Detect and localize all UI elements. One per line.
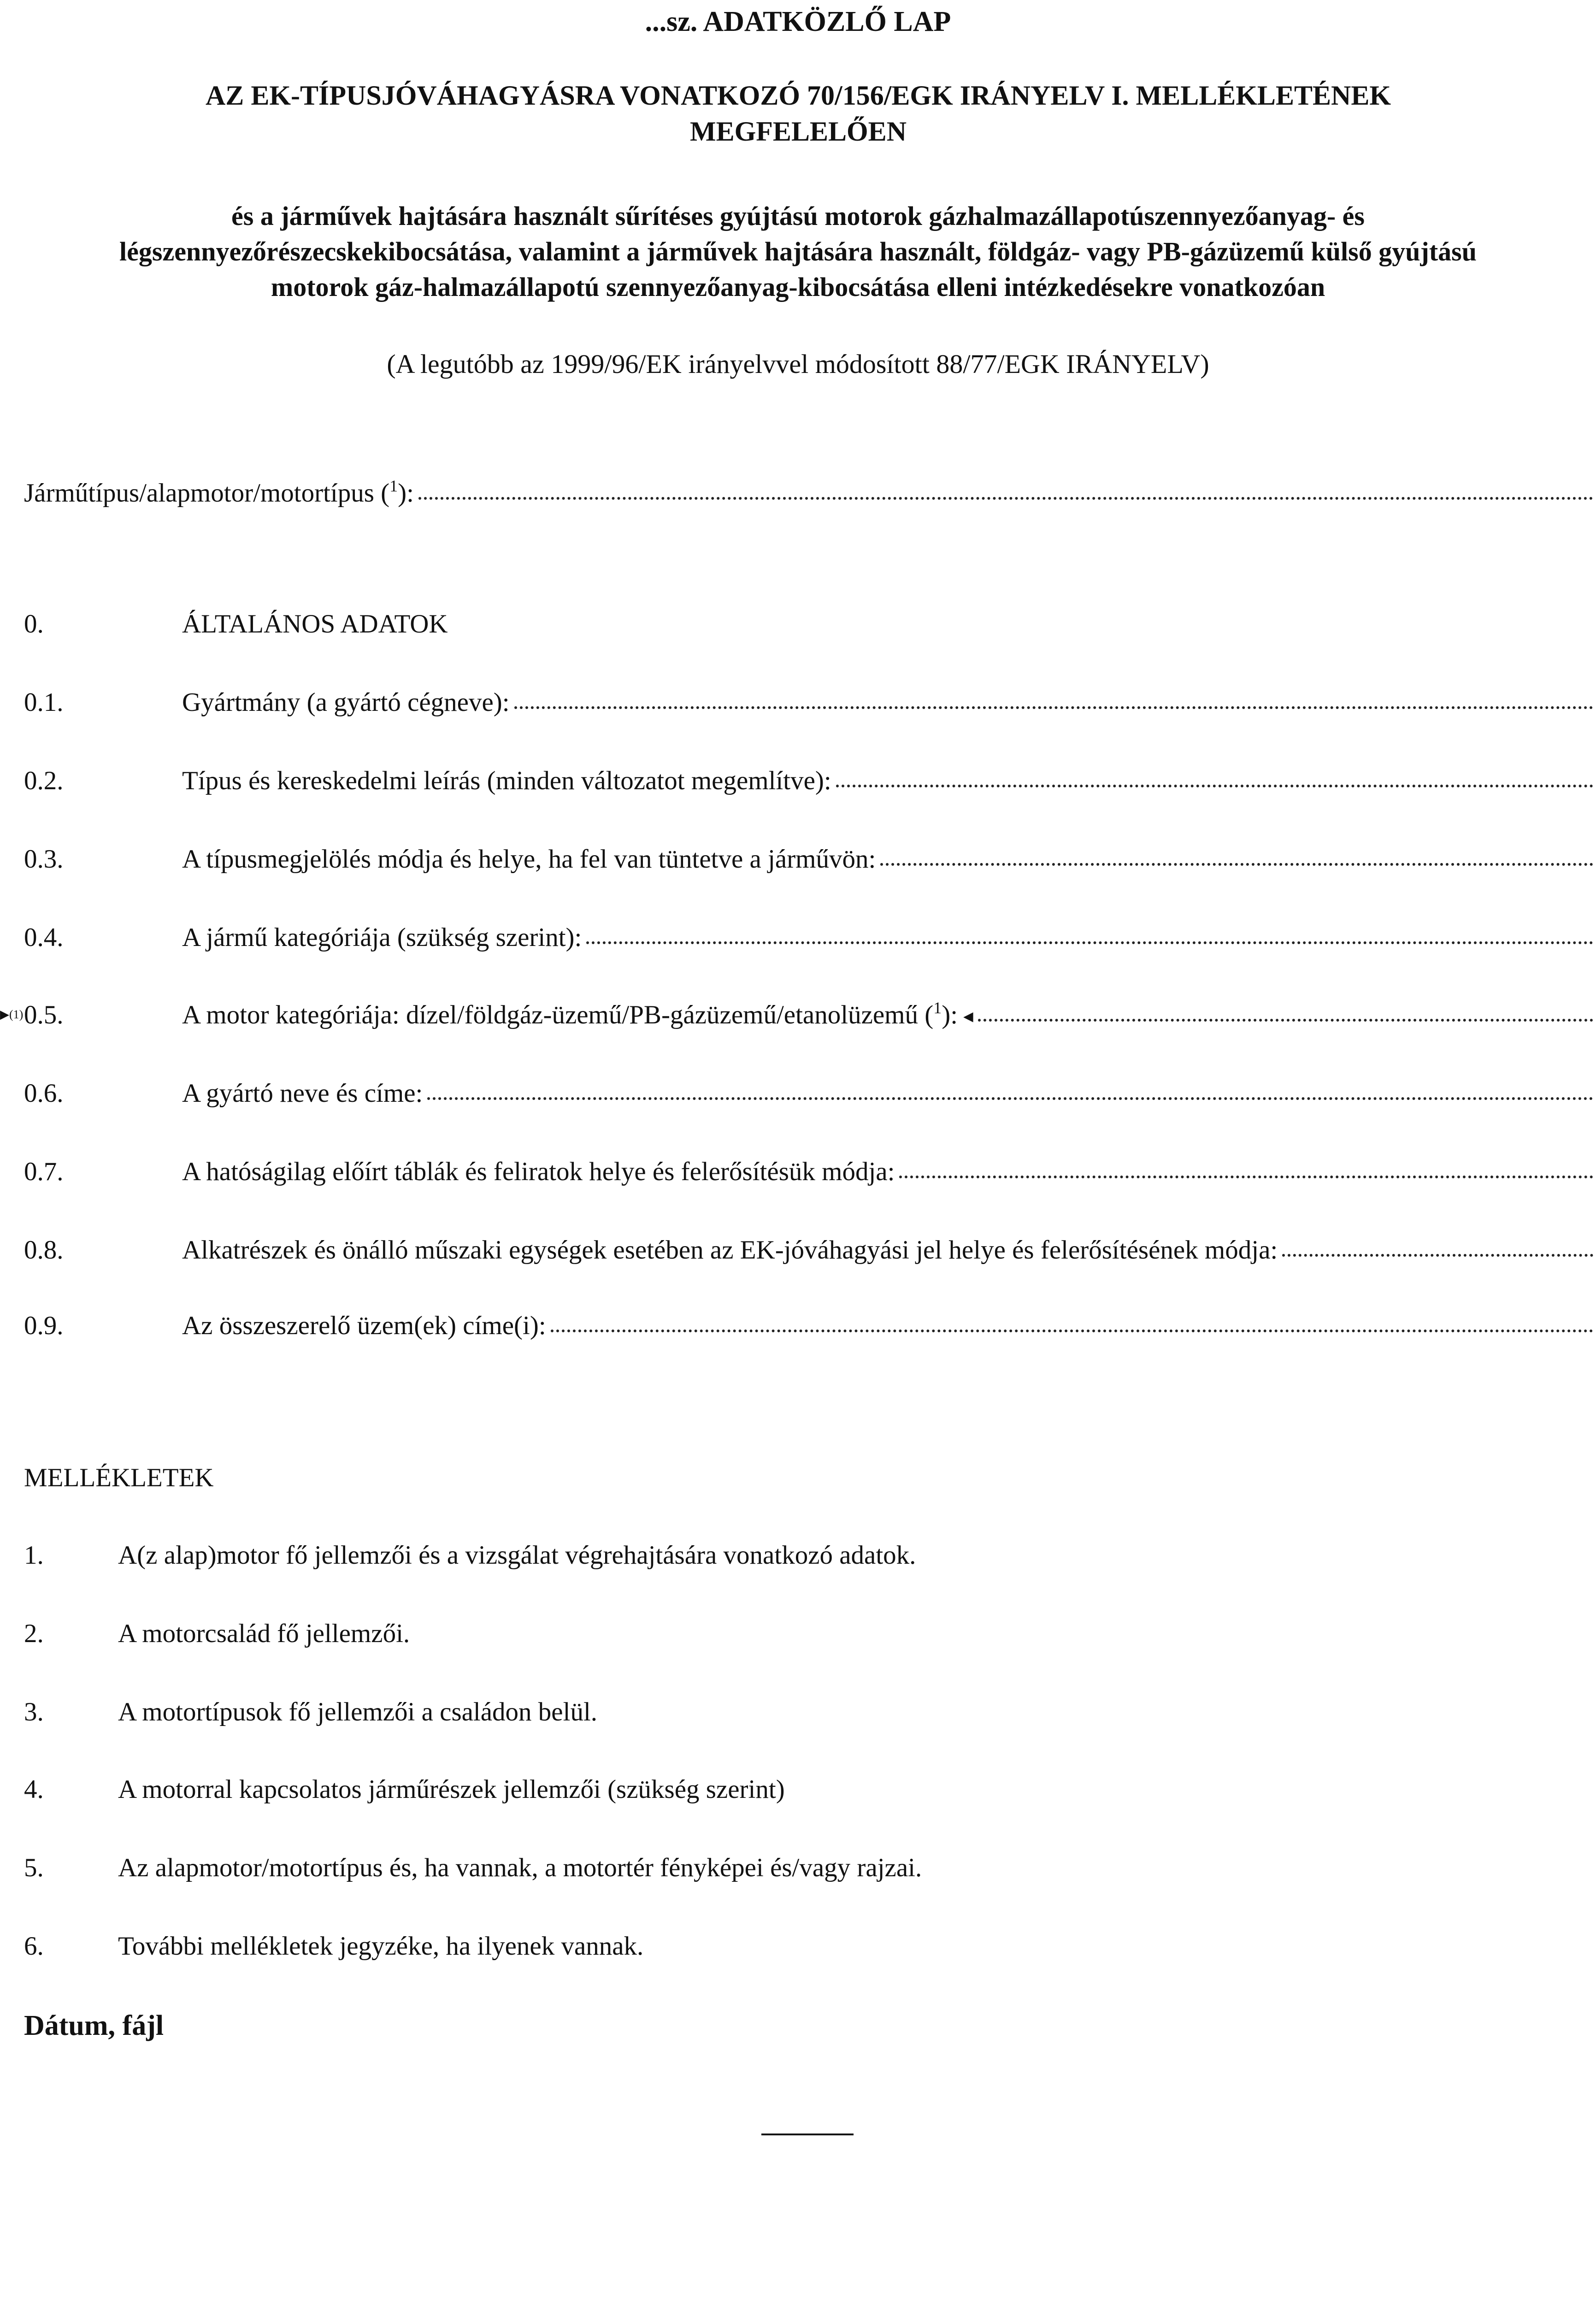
field-label: A hatóságilag előírt táblák és feliratok helye és felerősítésük módja:	[182, 1157, 895, 1186]
field-number: 0.8.	[24, 1235, 64, 1265]
field-input-0-9[interactable]	[551, 1330, 1593, 1332]
annex-number: 2.	[24, 1619, 44, 1648]
field-row-0-7	[0, 1155, 1596, 1188]
annex-number: 4.	[24, 1775, 44, 1804]
form-title: ...sz. ADATKÖZLŐ LAP	[645, 6, 951, 37]
field-input-0-6[interactable]	[427, 1097, 1593, 1100]
annex-number: 5.	[24, 1853, 44, 1882]
field-input-0-3[interactable]	[880, 863, 1593, 866]
field-number: 0.9.	[24, 1311, 64, 1340]
field-label: A típusmegjelölés módja és helye, ha fel van tüntetve a járművön:	[182, 845, 876, 874]
field-number: 0.1.	[24, 688, 64, 717]
field-label: Az összeszerelő üzem(ek) címe(i):	[182, 1311, 546, 1340]
field-input-0-4[interactable]	[586, 941, 1593, 944]
end-divider	[761, 2134, 854, 2135]
field-input-0-8[interactable]	[1282, 1254, 1593, 1257]
annex-text: Az alapmotor/motortípus és, ha vannak, a motortér fényképei és/vagy rajzai.	[118, 1853, 922, 1882]
annex-number: 1.	[24, 1541, 44, 1570]
general-section-heading	[0, 608, 1596, 641]
field-label: A gyártó neve és címe:	[182, 1079, 423, 1108]
form-subtitle-line1: AZ EK-TÍPUSJÓVÁHAGYÁSRA VONATKOZÓ 70/156/EGK IRÁNYELV I. MELLÉKLETÉNEK	[205, 80, 1391, 111]
field-input-0-7[interactable]	[899, 1176, 1593, 1178]
amendment-start-marker: ▶(1)	[0, 1008, 24, 1021]
field-row-0-1	[0, 686, 1596, 719]
annex-text: A(z alap)motor fő jellemzői és a vizsgálat végrehajtására vonatkozó adatok.	[118, 1541, 916, 1570]
field-label: Gyártmány (a gyártó cégneve):	[182, 688, 510, 717]
field-input-0-2[interactable]	[836, 785, 1593, 787]
field-row-0-9	[0, 1309, 1596, 1342]
annex-text: A motorcsalád fő jellemzői.	[118, 1619, 410, 1648]
annex-text: További mellékletek jegyzéke, ha ilyenek vannak.	[118, 1932, 644, 1961]
annex-number: 6.	[24, 1932, 44, 1961]
field-number: 0.2.	[24, 766, 64, 795]
amendment-note: (A legutóbb az 1999/96/EK irányelvvel módosított 88/77/EGK IRÁNYELV)	[387, 349, 1209, 379]
field-number: 0.6.	[24, 1079, 64, 1108]
field-label: A jármű kategóriája (szükség szerint):	[182, 923, 582, 952]
field-row-0-4	[0, 921, 1596, 954]
annexes-heading: MELLÉKLETEK	[24, 1463, 214, 1492]
field-row-0-2	[0, 764, 1596, 798]
field-input-0-1[interactable]	[514, 706, 1593, 709]
vehicle-type-label: Járműtípus/alapmotor/motortípus ($^1$):	[24, 477, 414, 508]
form-subtitle	[38, 77, 1559, 149]
annex-text: A motortípusok fő jellemzői a családon belül.	[118, 1697, 598, 1726]
date-file-label: Dátum, fájl	[24, 2010, 164, 2041]
field-number: 0.5.	[24, 1000, 64, 1029]
vehicle-type-field[interactable]	[418, 497, 1593, 500]
field-number: 0.4.	[24, 923, 64, 952]
field-label: Alkatrészek és önálló műszaki egységek esetében az EK-jóváhagyási jel helye és felerősítésének módja:	[182, 1235, 1278, 1265]
general-section-number: 0.	[24, 609, 44, 638]
form-subtitle-line2: MEGFELELŐEN	[689, 116, 907, 147]
field-row-0-6	[0, 1077, 1596, 1110]
annex-text: A motorral kapcsolatos járműrészek jellemzői (szükség szerint)	[118, 1775, 785, 1804]
general-section-title: ÁLTALÁNOS ADATOK	[182, 609, 448, 638]
field-label: A motor kategóriája: dízel/földgáz-üzemű/PB-gázüzemű/etanolüzemű ($^1$): ◀	[182, 999, 973, 1029]
amendment-end-marker: ◀	[963, 1010, 973, 1024]
field-number: 0.7.	[24, 1157, 64, 1186]
field-input-0-5[interactable]	[978, 1019, 1593, 1022]
annex-number: 3.	[24, 1697, 44, 1726]
field-label: Típus és kereskedelmi leírás (minden változatot megemlítve):	[182, 766, 831, 795]
field-row-0-5	[0, 999, 1596, 1032]
form-description: és a járművek hajtására használt sűrítéses gyújtású motorok gázhalmazállapotúszennyezőanyag- és légszennyezőrészecskekibocsátása, valamint a járművek hajtására használt, földgáz- vagy PB-gázüzemű külső gyújtású motorok gáz-halmazállapotú szennyezőanyag-kibocsátása elleni intézkedésekre vonatkozóan	[119, 201, 1477, 302]
vehicle-type-row	[0, 477, 1596, 510]
field-row-0-8	[0, 1234, 1596, 1267]
field-row-0-3	[0, 843, 1596, 876]
field-number: 0.3.	[24, 845, 64, 874]
